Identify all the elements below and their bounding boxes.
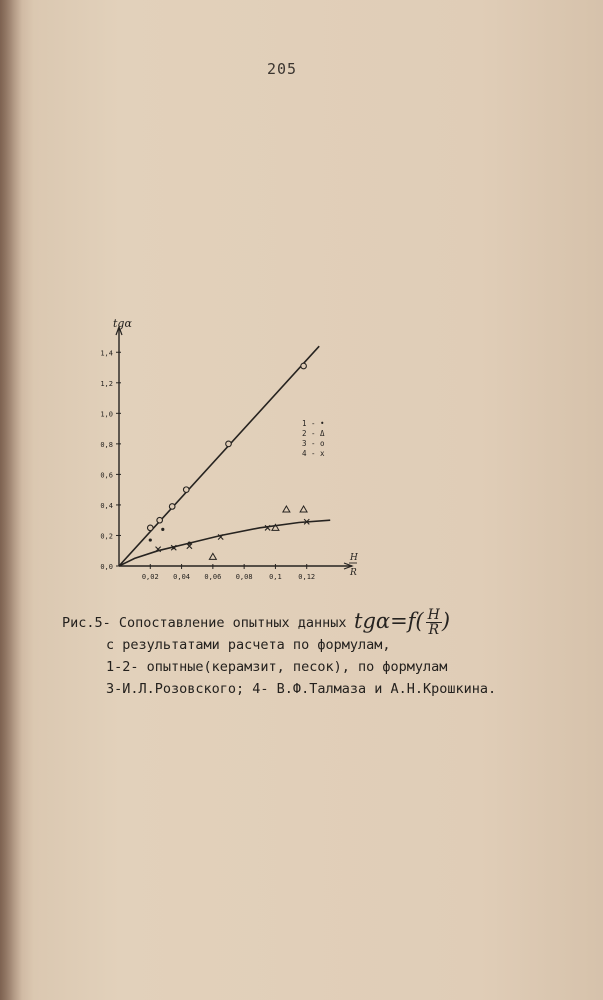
chart-lines — [119, 346, 330, 566]
x-tick-label: 0,12 — [298, 573, 316, 581]
caption-line-4: 3-И.Л.Розовского; 4- В.Ф.Талмаза и А.Н.Крошкина. — [106, 681, 497, 697]
figure-5-chart — [92, 315, 362, 590]
x-tick-label: 0,06 — [204, 573, 222, 581]
dot-point — [149, 538, 152, 541]
chart-svg — [92, 315, 362, 590]
formula-denominator: R — [428, 622, 439, 638]
circle-point — [169, 504, 175, 510]
y-tick-label: 1,4 — [100, 349, 113, 358]
triangle-point — [300, 506, 307, 512]
circle-point — [226, 441, 232, 447]
caption-line-1: Рис.5- Сопоставление опытных данных — [62, 615, 347, 631]
circle-point — [147, 525, 153, 531]
y-tick-label: 0,4 — [100, 501, 113, 510]
legend-entry-3: 3 - o — [302, 439, 325, 448]
dot-point — [161, 528, 164, 531]
circle-point — [301, 363, 307, 369]
figure-caption — [62, 612, 582, 700]
x-tick-label: 0,04 — [173, 573, 191, 581]
series-3-line — [119, 346, 319, 566]
caption-formula — [354, 608, 450, 637]
legend-entry-2: 2 - Δ — [302, 429, 325, 438]
dot-point — [188, 542, 191, 545]
formula-main: tgα=f( — [354, 609, 424, 633]
x-axis-label-numerator: H — [350, 553, 358, 563]
chart-legend — [302, 419, 325, 458]
caption-line-2: с результатами расчета по формулам, — [106, 637, 391, 653]
formula-fraction — [426, 608, 442, 637]
chart-ticks — [100, 349, 315, 581]
y-axis-label: tgα — [113, 317, 132, 330]
x-tick-label: 0,08 — [235, 573, 253, 581]
y-tick-label: 0,0 — [100, 563, 113, 571]
caption-line-3: 1-2- опытные(керамзит, песок), по формулам — [106, 659, 448, 675]
formula-close: ) — [441, 609, 451, 633]
chart-marks — [147, 363, 309, 559]
book-spine-shadow — [0, 0, 22, 1000]
formula-numerator: H — [427, 607, 440, 623]
triangle-point — [283, 506, 290, 512]
x-tick-label: 0,02 — [141, 573, 159, 581]
y-tick-label: 1,0 — [100, 410, 113, 419]
x-tick-label: 0,1 — [269, 573, 282, 581]
circle-point — [157, 517, 163, 523]
legend-entry-4: 4 - x — [302, 449, 325, 458]
legend-entry-1: 1 - • — [302, 419, 325, 428]
y-tick-label: 0,2 — [100, 532, 113, 541]
y-tick-label: 1,2 — [100, 379, 113, 388]
y-tick-label: 0,8 — [100, 440, 113, 449]
x-axis-label-denominator: R — [350, 568, 357, 578]
triangle-point — [209, 553, 216, 559]
y-tick-label: 0,6 — [100, 471, 113, 480]
page-number: 205 — [266, 60, 298, 78]
circle-point — [183, 487, 189, 493]
